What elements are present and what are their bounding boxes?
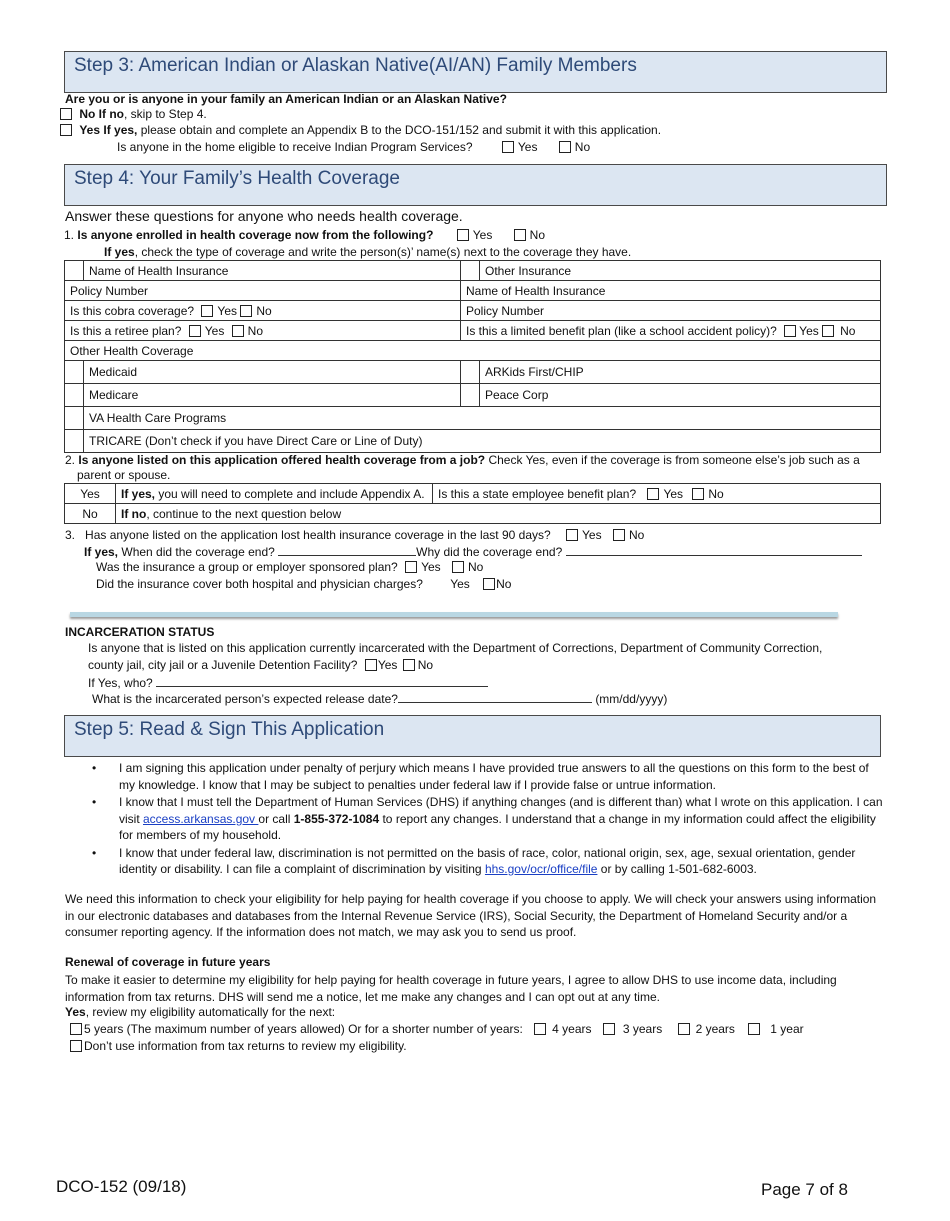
renewal-2-years-checkbox[interactable] <box>678 1023 690 1035</box>
renewal-3-years-checkbox[interactable] <box>603 1023 615 1035</box>
name-hi-label: Name of Health Insurance <box>84 261 461 281</box>
group-no-checkbox[interactable] <box>452 561 464 573</box>
incarceration-q2-row: county jail, city jail or a Juvenile Detention Facility? Yes No <box>88 658 434 672</box>
state-plan-no-checkbox[interactable] <box>692 488 704 500</box>
step5-title: Step 5: Read & Sign This Application <box>74 719 385 740</box>
incarceration-yes-checkbox[interactable] <box>365 659 377 671</box>
group-yes-checkbox[interactable] <box>405 561 417 573</box>
policy-number-field[interactable]: Policy Number <box>65 281 461 301</box>
page-number: Page 7 of 8 <box>761 1180 848 1199</box>
renewal-yes-row: Yes, review my eligibility automatically for the next: <box>65 1005 336 1019</box>
state-plan-row: Is this a state employee benefit plan? Yes No <box>433 484 881 504</box>
q3-if-yes-row: If yes, When did the coverage end? Why did the coverage end? <box>84 544 862 559</box>
step5-header <box>64 715 881 757</box>
medicaid-label: Medicaid <box>84 361 461 384</box>
renewal-paragraph: To make it easier to determine my eligibility for help paying for health coverage in future years, I agree to allow DHS to use income data, including information from tax returns. DHS will send me a notice, let me make any changes and I can opt out at any time. <box>65 973 837 1004</box>
tricare-checkbox-cell[interactable] <box>65 430 84 453</box>
cobra-no-checkbox[interactable] <box>240 305 252 317</box>
release-date-field[interactable] <box>398 691 592 703</box>
step3-header <box>64 51 887 93</box>
attestation-item: • I know that I must tell the Department of Human Services (DHS) if anything changes (and is different than) what I wrote on this application. I can visit access.arkansas.gov or call 1-855-372-1084 to report any changes. I understand that a change in my information could affect the eligibility for members of my household. <box>92 795 883 842</box>
step3-question: Are you or is anyone in your family an American Indian or an Alaskan Native? <box>65 92 507 106</box>
incarceration-no-checkbox[interactable] <box>403 659 415 671</box>
limited-row: Is this a limited benefit plan (like a school accident policy)? Yes No <box>461 321 881 341</box>
hhs-ocr-link[interactable]: hhs.gov/ocr/office/file <box>484 862 598 876</box>
renewal-4-years-checkbox[interactable] <box>534 1023 546 1035</box>
q3-group-row: Was the insurance a group or employer sponsored plan? Yes No <box>96 560 484 574</box>
state-plan-yes-checkbox[interactable] <box>647 488 659 500</box>
info-paragraph: We need this information to check your eligibility for help paying for health coverage if you choose to apply. We will check your answers using information in our electronic databases and databases from the Internal Revenue Service (IRS), Social Security, the Department of Homeland Security and/or a consumer reporting agency. If the information does not match, we may ask you to send us proof. <box>65 892 877 939</box>
retiree-yes-checkbox[interactable] <box>189 325 201 337</box>
medicare-checkbox-cell[interactable] <box>65 384 84 407</box>
other-hc-label: Other Health Coverage <box>65 341 881 361</box>
step3-yes-row: Yes If yes, please obtain and complete an Appendix B to the DCO-151/152 and submit it with this application. <box>60 123 661 137</box>
va-checkbox-cell[interactable] <box>65 407 84 430</box>
step3-no-checkbox[interactable] <box>60 108 72 120</box>
retiree-no-checkbox[interactable] <box>232 325 244 337</box>
limited-no-checkbox[interactable] <box>822 325 834 337</box>
q1-if-yes: If yes, check the type of coverage and write the person(s)’ name(s) next to the coverage they have. <box>104 245 632 259</box>
q3-row: 3. Has anyone listed on the application lost health insurance coverage in the last 90 days? Yes No <box>65 528 645 542</box>
step4-header <box>64 164 887 206</box>
limited-yes-checkbox[interactable] <box>784 325 796 337</box>
name-hi-2-field[interactable]: Name of Health Insurance <box>461 281 881 301</box>
incarceration-who-row: If Yes, who? <box>88 675 488 690</box>
arkids-checkbox-cell[interactable] <box>461 361 480 384</box>
policy-number-2-field[interactable]: Policy Number <box>461 301 881 321</box>
q1-no-checkbox[interactable] <box>514 229 526 241</box>
ips-yes-checkbox[interactable] <box>502 141 514 153</box>
peace-checkbox-cell[interactable] <box>461 384 480 407</box>
section-divider <box>70 612 838 617</box>
other-ins-label: Other Insurance <box>480 261 881 281</box>
cover-no-checkbox[interactable] <box>483 578 495 590</box>
job-if-no: If no, continue to the next question below <box>116 504 881 524</box>
incarceration-release-row: What is the incarcerated person’s expected release date? (mm/dd/yyyy) <box>92 692 668 706</box>
step3-ips-row: Is anyone in the home eligible to receive Indian Program Services? Yes No <box>117 140 591 154</box>
q2-row: 2. Is anyone listed on this application offered health coverage from a job? Check Yes, even if the coverage is from someone else’s job such as a <box>65 453 860 467</box>
medicare-label: Medicare <box>84 384 461 407</box>
attestation-item: • I know that under federal law, discrimination is not permitted on the basis of race, color, national origin, sex, age, sexual orientation, gender identity or disability. I can file a complaint of discrimination by visiting hhs.gov/ocr/office/file or by calling 1-501-682-6003. <box>92 845 856 876</box>
job-coverage-table <box>64 483 881 524</box>
ips-no-checkbox[interactable] <box>559 141 571 153</box>
step3-title: Step 3: American Indian or Alaskan Native(AI/AN) Family Members <box>74 55 637 76</box>
q1-row: 1. Is anyone enrolled in health coverage now from the following? Yes No <box>64 228 546 242</box>
coverage-end-reason-field[interactable] <box>566 544 862 556</box>
renewal-1-year-checkbox[interactable] <box>748 1023 760 1035</box>
coverage-end-date-field[interactable] <box>278 544 416 556</box>
q2-cont: parent or spouse. <box>77 468 171 482</box>
other-ins-checkbox-cell[interactable] <box>461 261 480 281</box>
arkids-label: ARKids First/CHIP <box>480 361 881 384</box>
retiree-row: Is this a retiree plan? Yes No <box>65 321 461 341</box>
job-if-yes: If yes, you will need to complete and include Appendix A. <box>116 484 433 504</box>
renewal-dont-checkbox[interactable] <box>70 1040 82 1052</box>
name-hi-checkbox-cell[interactable] <box>65 261 84 281</box>
incarcerated-who-field[interactable] <box>156 675 488 687</box>
form-id: DCO-152 (09/18) <box>56 1177 187 1196</box>
step4-title: Step 4: Your Family’s Health Coverage <box>74 168 400 189</box>
cobra-yes-checkbox[interactable] <box>201 305 213 317</box>
cobra-row: Is this cobra coverage? Yes No <box>65 301 461 321</box>
incarceration-heading: INCARCERATION STATUS <box>65 625 215 639</box>
tricare-label: TRICARE (Don’t check if you have Direct Care or Line of Duty) <box>84 430 881 453</box>
coverage-table <box>64 260 881 453</box>
renewal-5-years-checkbox[interactable] <box>70 1023 82 1035</box>
step3-yes-checkbox[interactable] <box>60 124 72 136</box>
access-arkansas-link[interactable]: access.arkansas.gov <box>143 811 259 826</box>
q1-yes-checkbox[interactable] <box>457 229 469 241</box>
medicaid-checkbox-cell[interactable] <box>65 361 84 384</box>
renewal-years-row: 5 years (The maximum number of years allowed) Or for a shorter number of years: 4 years 3 years 2 years 1 year <box>66 1022 804 1036</box>
renewal-heading: Renewal of coverage in future years <box>65 955 271 969</box>
step3-no-row: No If no, skip to Step 4. <box>60 107 207 121</box>
incarceration-q1: Is anyone that is listed on this application currently incarcerated with the Department of Corrections, Department of Community Correction, <box>88 641 823 655</box>
q3-yes-checkbox[interactable] <box>566 529 578 541</box>
attestation-item: • I am signing this application under penalty of perjury which means I have provided true answers to all the questions on this form to the best of my knowledge. I know that I may be subject to penalties under federal law if I provide false or untrue information. <box>92 761 869 792</box>
attestation-list <box>92 760 883 879</box>
renewal-dont-row: Don’t use information from tax returns to review my eligibility. <box>66 1039 407 1053</box>
q3-cover-row: Did the insurance cover both hospital and physician charges? Yes No <box>96 577 512 591</box>
job-no-option[interactable]: No <box>65 504 116 524</box>
job-yes-option[interactable]: Yes <box>65 484 116 504</box>
q3-no-checkbox[interactable] <box>613 529 625 541</box>
step4-intro: Answer these questions for anyone who needs health coverage. <box>65 208 463 224</box>
peace-label: Peace Corp <box>480 384 881 407</box>
va-label: VA Health Care Programs <box>84 407 881 430</box>
